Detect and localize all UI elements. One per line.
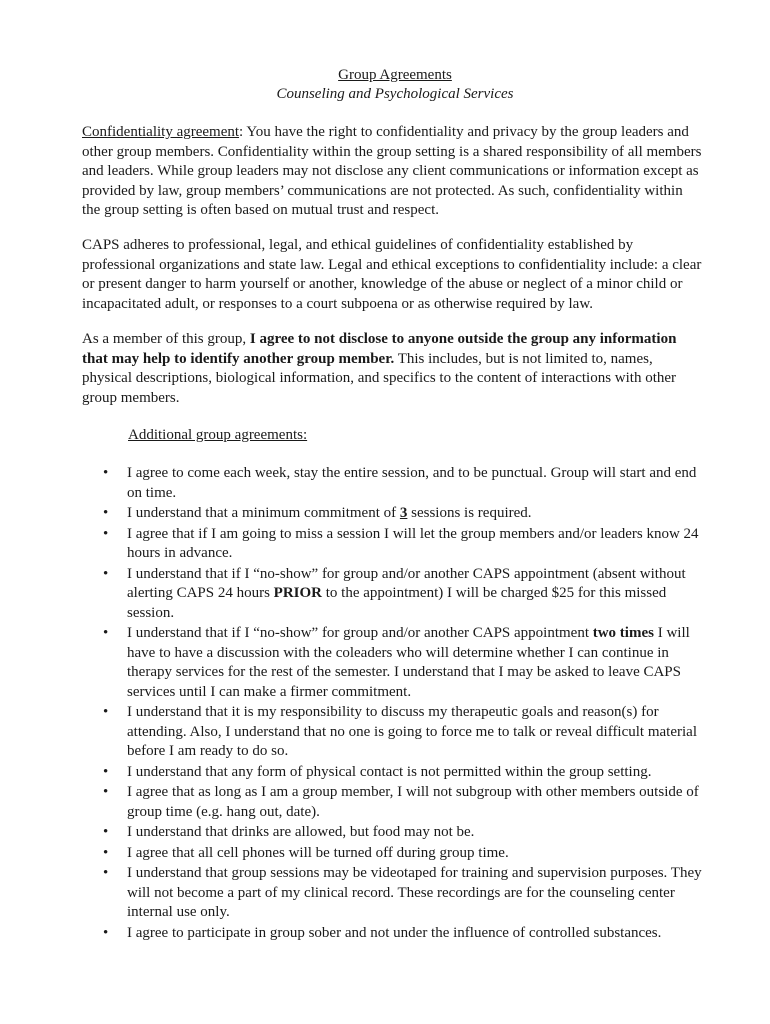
caps-paragraph: CAPS adheres to professional, legal, and ethical guidelines of confidentiality established by professional organizations and state law. Legal and ethical exceptions to confidentiality include: a clear or present danger to harm yourself or another, knowledge of the abuse or neglect of a minor child or incapacitated adult, or responses to a court subpoena or as otherwise required by law. [82,237,702,312]
list-item: • I understand that drinks are allowed, but food may not be. [127,823,707,843]
list-item: • I understand that group sessions may be videotaped for training and supervision purposes. They will not become a part of my clinical record. These recordings are for the counseling center internal use only. [103,865,702,920]
bullet-icon: • [103,704,109,720]
list-item: • I agree to participate in group sober and not under the influence of controlled substances. [127,924,707,944]
bullet-icon: • [103,844,109,861]
list-item: • I understand that a minimum commitment of 3 sessions is required. [127,504,707,524]
additional-agreements-heading: Additional group agreements: [128,427,308,443]
list-item: • I agree to come each week, stay the entire session, and to be punctual. Group will start and end on time. [103,465,697,501]
member-bold-statement: I agree to not disclose to anyone outside the group any information that may help to identify another group member. [82,331,677,367]
list-item: • I understand that if I “no-show” for group and/or another CAPS appointment (absent without alerting CAPS 24 hours PRIOR to the appointment) I will be charged $25 for this missed session. [103,565,686,621]
bullet-icon: • [103,865,109,881]
bullet-icon: • [103,465,109,481]
min-sessions-count: 3 [399,505,408,521]
list-item: • I agree that all cell phones will be turned off during group time. [127,844,707,864]
bullet-icon: • [103,565,109,582]
list-item: • I understand that it is my responsibility to discuss my therapeutic goals and reason(s) for attending. Also, I understand that no one is going to force me to talk or reveal difficult material before I am ready to do so. [103,704,697,759]
list-item: • I understand that if I “no-show” for group and/or another CAPS appointment two times I will have to have a discussion with the coleaders who will determine whether I can continue in therapy services for the rest of the semester. I understand that I may be asked to leave CAPS services until I can make a firmer commitment. [103,625,690,700]
bullet-icon: • [103,625,109,641]
page-title: Group Agreements [338,67,452,83]
list-item: • I agree that as long as I am a group member, I will not subgroup with other members outside of group time (e.g. hang out, date). [103,784,699,820]
bullet-icon: • [103,505,109,521]
title-block [0,66,770,104]
confidentiality-label: Confidentiality agreement [82,124,240,140]
list-item: • I understand that any form of physical contact is not permitted within the group setting. [127,763,707,783]
member-paragraph [82,330,704,408]
page-subtitle: Counseling and Psychological Services [276,86,514,102]
member-intro: As a member of this group, [82,331,250,347]
bullet-icon: • [103,763,109,780]
member-rest: This includes, but is not limited to, names, physical descriptions, biological information, and specifics to the content of interactions with other group members. [82,350,677,406]
list-item: • I agree that if I am going to miss a session I will let the group members and/or leaders know 24 hours in advance. [103,525,699,561]
confidentiality-paragraph [82,123,704,221]
confidentiality-text: : You have the right to confidentiality and privacy by the group leaders and other group members. Confidentiality within the group setting is a shared responsibility of all members and leaders. While group leaders may not disclose any client communications or information except as provided by law, group members’ communications are not protected. As such, confidentiality within the group setting is often based on mutual trust and respect. [82,124,702,218]
bullet-icon: • [103,824,109,840]
bullet-icon: • [103,525,109,542]
bullet-icon: • [103,924,109,941]
agreements-list [103,464,707,944]
bullet-icon: • [103,784,109,800]
